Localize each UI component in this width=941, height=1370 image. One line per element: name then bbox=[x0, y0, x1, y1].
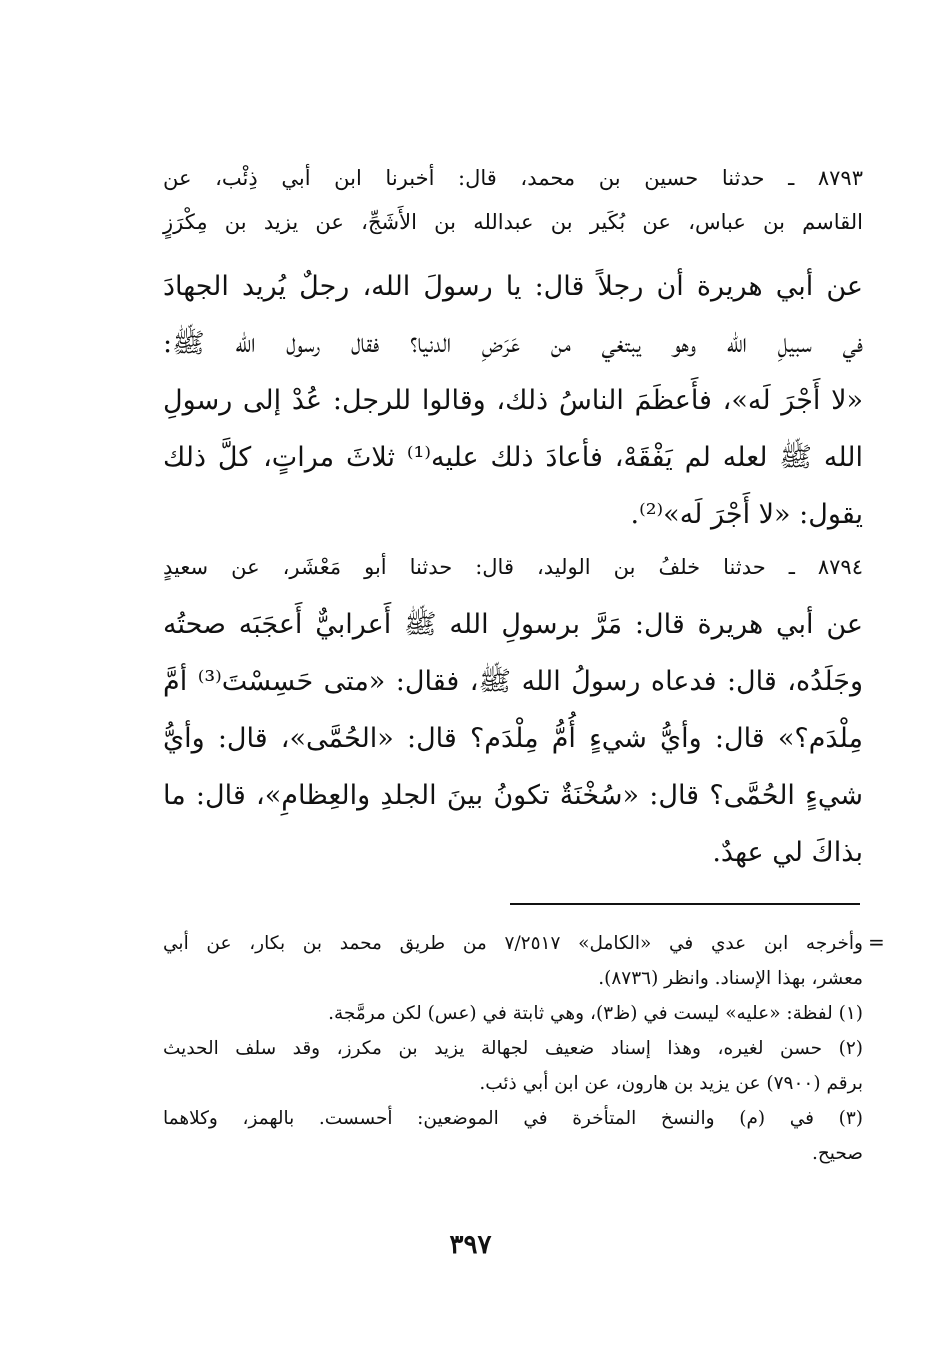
footnote-2: (٢) حسن لغيره، وهذا إسناد ضعيف لجهالة يزيد بن مكرز، وقد سلف الحديث bbox=[163, 1038, 863, 1059]
matn-line: في سبيلِ الله وهو يبتغي من عَرَضِ الدنيا؟ فقال رسول الله ﷺ: bbox=[163, 328, 863, 359]
hadith-8793-text bbox=[163, 258, 863, 543]
matn-line: بذاكَ لي عهدٌ. bbox=[712, 837, 863, 868]
hadith-8794-text bbox=[163, 596, 863, 881]
footnote-line: معشر، بهذا الإسناد. وانظر (٨٧٣٦). bbox=[598, 968, 863, 989]
matn-line: «لا أَجْرَ لَه»، فأَعظَمَ الناسُ ذلك، وقالوا للرجل: عُدْ إلى رسولِ bbox=[163, 385, 863, 416]
continuation-mark: = bbox=[868, 930, 885, 954]
footnote-line: صحيح. bbox=[811, 1143, 863, 1164]
isnad-line: ٨٧٩٣ ـ حدثنا حسين بن محمد، قال: أخبرنا ابن أبي ذِئْب، عن bbox=[163, 166, 863, 190]
matn-line: وجَلَدُه، قال: فدعاه رسولُ الله ﷺ، فقال: «متى حَسِسْتَ⁽³⁾ أمَّ bbox=[163, 666, 863, 697]
page-number: ٣٩٧ bbox=[449, 1230, 492, 1260]
matn-line: مِلْدَم؟» قال: وأيُّ شيءٍ أُمُّ مِلْدَم؟ قال: «الحُمَّى»، قال: وأيُّ bbox=[163, 723, 863, 754]
footnote-divider bbox=[510, 903, 860, 905]
footnote-line: برقم (٧٩٠٠) عن يزيد بن هارون، عن ابن أبي ذئب. bbox=[479, 1073, 863, 1094]
isnad-line: ٨٧٩٤ ـ حدثنا خلفُ بن الوليد، قال: حدثنا أبو مَعْشَر، عن سعيدٍ bbox=[163, 555, 863, 579]
matn-line: شيءٍ الحُمَّى؟ قال: «سُخْنَةٌ تكونُ بينَ الجلدِ والعِظامِ»، قال: ما bbox=[163, 780, 863, 811]
footnotes bbox=[163, 926, 863, 1171]
matn-line: يقول: «لا أَجْرَ لَه»⁽²⁾. bbox=[630, 499, 863, 530]
matn-line: عن أبي هريرة قال: مَرَّ برسولِ الله ﷺ أَعرابيٌّ أَعجَبَه صحتُه bbox=[163, 609, 863, 640]
footnote-line: وأخرجه ابن عدي في «الكامل» ٧/٢٥١٧ من طريق محمد بن بكار، عن أبي bbox=[163, 933, 863, 954]
matn-line: عن أبي هريرة أن رجلاً قال: يا رسولَ الله، رجلٌ يُريد الجهادَ bbox=[163, 271, 863, 302]
footnote-1: (١) لفظة: «عليه» ليست في (ظ٣)، وهي ثابتة في (عس) لكن مرمَّجة. bbox=[328, 1003, 863, 1024]
isnad-line: القاسم بن عباس، عن بُكَير بن عبدالله بن الأَشَجِّ، عن يزيد بن مِكْرَزٍ bbox=[163, 210, 863, 234]
footnote-3: (٣) في (م) والنسخ المتأخرة في الموضعين: أحسست. بالهمز، وكلاهما bbox=[163, 1108, 863, 1129]
matn-line: الله ﷺ لعله لم يَفْقَهْ، فأعادَ ذلك عليه⁽¹⁾ ثلاثَ مراتٍ، كلَّ ذلك bbox=[163, 442, 863, 473]
hadith-8793-isnad bbox=[163, 156, 863, 244]
hadith-8794-isnad bbox=[163, 545, 863, 589]
